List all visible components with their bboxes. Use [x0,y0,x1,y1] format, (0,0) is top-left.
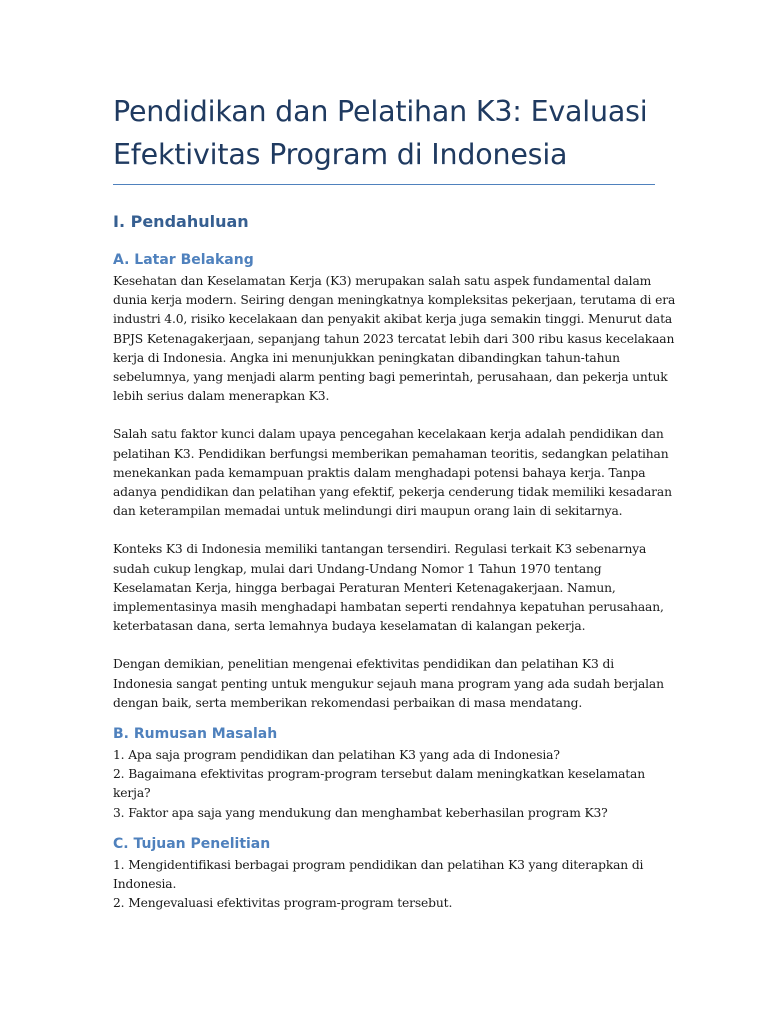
subsection-heading-rumusan-masalah: B. Rumusan Masalah [113,726,278,743]
research-objectives-list [113,856,655,914]
text-line: menekankan pada kemampuan praktis dalam menghadapi potensi bahaya kerja. Tanpa [113,465,646,480]
text-line: Keselamatan Kerja, hingga berbagai Peraturan Menteri Ketenagakerjaan. Namun, [113,580,616,595]
list-item [113,894,655,913]
title-line: Pendidikan dan Pelatihan K3: Evaluasi [113,95,648,128]
text-line: lebih serius dalam menerapkan K3. [113,389,330,404]
paragraph [113,272,676,406]
text-line: pelatihan K3. Pendidikan berfungsi memberikan pemahaman teoritis, sedangkan pelatihan [113,446,669,461]
text-line: sudah cukup lengkap, mulai dari Undang-Undang Nomor 1 Tahun 1970 tentang [113,561,602,576]
paragraph [113,655,664,713]
text-line: 2. Mengevaluasi efektivitas program-program tersebut. [113,896,453,911]
paragraph [113,425,672,521]
document-title [113,90,655,176]
list-item [113,746,655,765]
text-line: 1. Apa saja program pendidikan dan pelatihan K3 yang ada di Indonesia? [113,748,560,763]
text-line: Indonesia. [113,877,177,892]
text-line: Dengan demikian, penelitian mengenai efektivitas pendidikan dan pelatihan K3 di [113,657,614,672]
text-line: industri 4.0, risiko kecelakaan dan penyakit akibat kerja juga semakin tinggi. Menurut data [113,312,673,327]
text-line: adanya pendidikan dan pelatihan yang efektif, pekerja cenderung tidak memiliki kesadaran [113,485,672,500]
text-line: kerja di Indonesia. Angka ini menunjukkan peningkatan dibandingkan tahun-tahun [113,350,620,365]
text-line: 2. Bagaimana efektivitas program-program tersebut dalam meningkatkan keselamatan [113,767,645,782]
text-line: kerja? [113,786,151,801]
section-heading-pendahuluan: I. Pendahuluan [113,212,249,231]
list-item [113,804,655,823]
text-line: implementasinya masih menghadapi hambatan seperti rendahnya kepatuhan perusahaan, [113,600,664,615]
text-line: dan keterampilan memadai untuk melindungi diri maupun orang lain di sekitarnya. [113,504,623,519]
text-line: 3. Faktor apa saja yang mendukung dan menghambat keberhasilan program K3? [113,805,608,820]
text-line: dengan baik, serta memberikan rekomendasi perbaikan di masa mendatang. [113,695,583,710]
paragraph [113,540,664,636]
text-line: Salah satu faktor kunci dalam upaya pencegahan kecelakaan kerja adalah pendidikan dan [113,427,664,442]
subsection-heading-latar-belakang: A. Latar Belakang [113,252,254,268]
list-item [113,765,655,803]
document-page [113,90,676,913]
research-questions-list [113,746,655,823]
text-line: BPJS Ketenagakerjaan, sepanjang tahun 2023 tercatat lebih dari 300 ribu kasus kecelakaan [113,331,675,346]
text-line: Konteks K3 di Indonesia memiliki tantangan tersendiri. Regulasi terkait K3 sebenarnya [113,542,647,557]
text-line: keterbatasan dana, serta lemahnya budaya keselamatan di kalangan pekerja. [113,619,586,634]
subsection-heading-tujuan-penelitian: C. Tujuan Penelitian [113,835,271,852]
text-line: Kesehatan dan Keselamatan Kerja (K3) merupakan salah satu aspek fundamental dalam [113,274,652,288]
text-line: sebelumnya, yang menjadi alarm penting bagi pemerintah, perusahaan, dan pekerja untuk [113,370,668,385]
text-line: Indonesia sangat penting untuk mengukur sejauh mana program yang ada sudah berjalan [113,676,664,691]
title-divider [113,184,655,185]
title-line: Efektivitas Program di Indonesia [113,138,568,171]
list-item [113,856,655,894]
text-line: 1. Mengidentifikasi berbagai program pendidikan dan pelatihan K3 yang diterapkan di [113,857,644,872]
text-line: dunia kerja modern. Seiring dengan meningkatnya kompleksitas pekerjaan, terutama di era [113,293,676,308]
